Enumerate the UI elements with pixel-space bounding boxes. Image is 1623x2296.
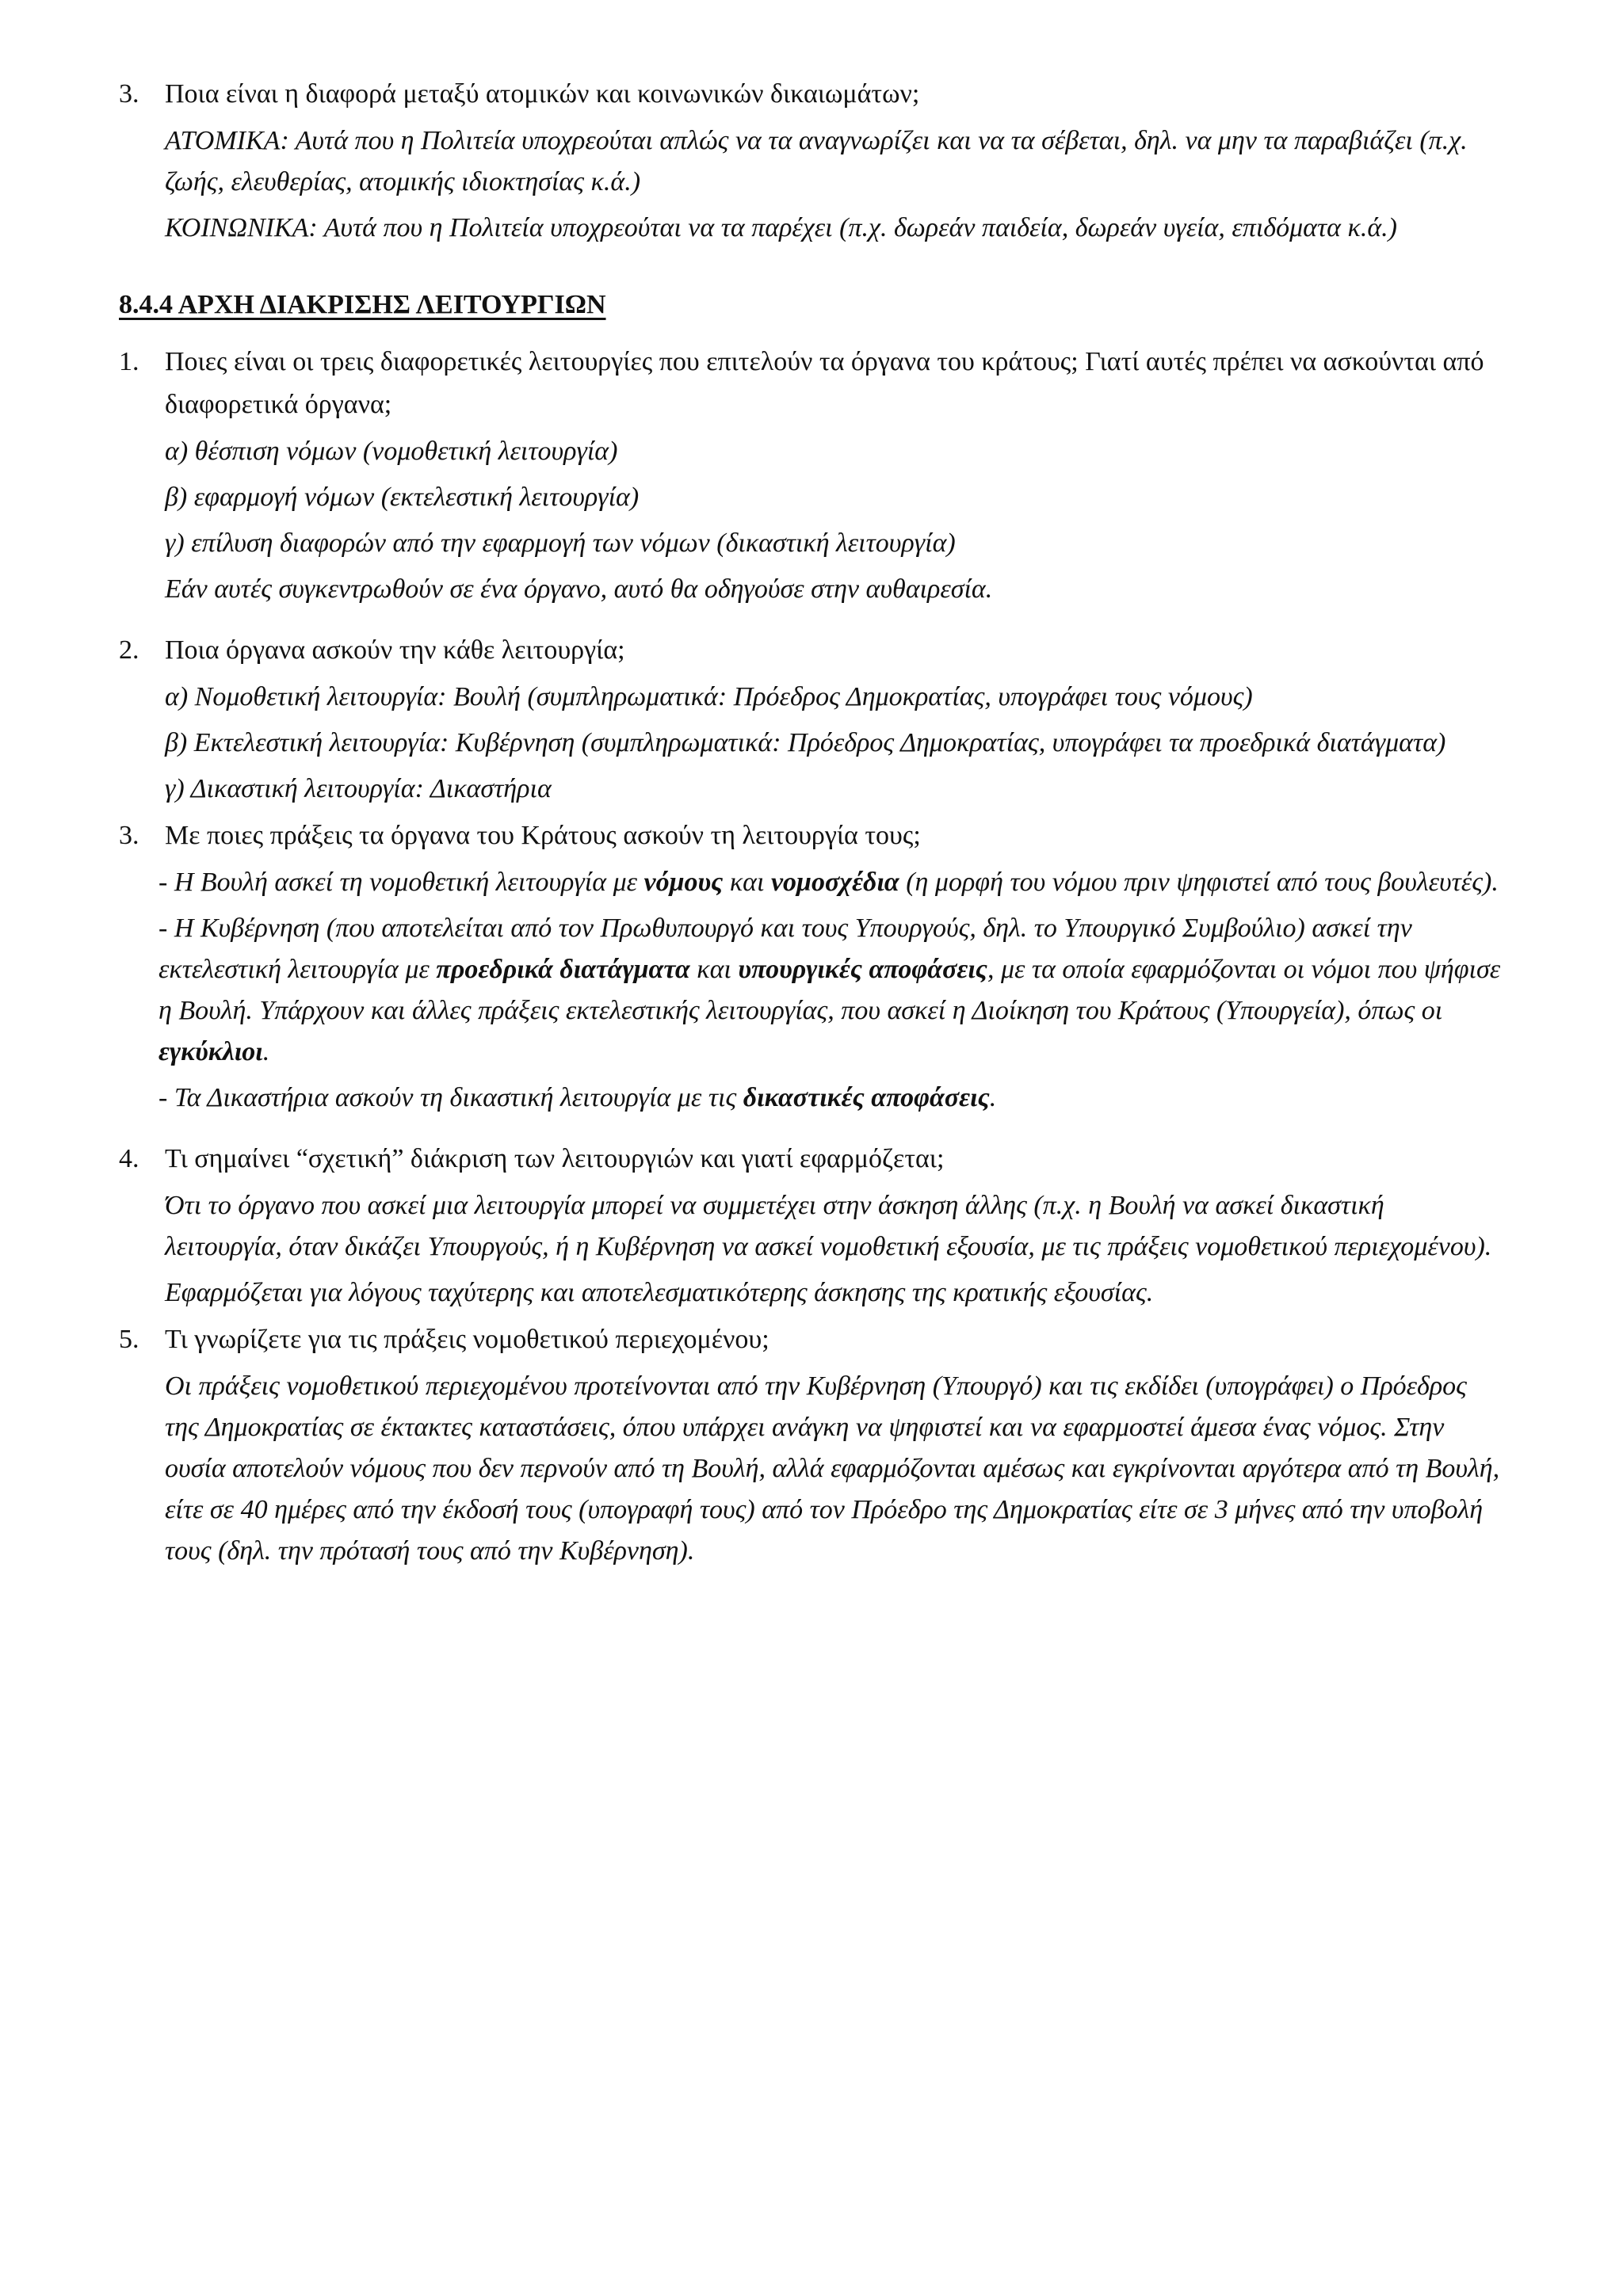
- question-item: [119, 341, 1504, 426]
- answer-paragraph: Ότι το όργανο που ασκεί μια λειτουργία μπορεί να συμμετέχει στην άσκηση άλλης (π.χ. η Βουλή να ασκεί δικαστική λειτουργία, όταν δικάζει Υπουργούς, ή η Κυβέρνηση να ασκεί νομοθετική εξουσία, με τις πράξεις νομοθετικού περιεχομένου).: [165, 1191, 1492, 1261]
- answer-line: γ) Δικαστική λειτουργία: Δικαστήρια: [165, 774, 552, 803]
- answer-text: - Τα Δικαστήρια ασκούν τη δικαστική λειτουργία με τις: [158, 1083, 743, 1112]
- bold-term: εγκύκλιοι: [158, 1037, 263, 1066]
- answer-paragraph: ΚΟΙΝΩΝΙΚΑ: Αυτά που η Πολιτεία υποχρεούται να τα παρέχει (π.χ. δωρεάν παιδεία, δωρεάν υγεία, επιδόματα κ.ά.): [165, 213, 1397, 242]
- answer-text: .: [262, 1037, 270, 1066]
- question-number: 3.: [119, 821, 139, 850]
- question-text: Με ποιες πράξεις τα όργανα του Κράτους ασκούν τη λειτουργία τους;: [165, 821, 921, 850]
- answer-text: (η μορφή του νόμου πριν ψηφιστεί από τους βουλευτές).: [899, 868, 1499, 897]
- question-item: [119, 629, 1504, 672]
- section-heading: 8.4.4 ΑΡΧΗ ΔΙΑΚΡΙΣΗΣ ΛΕΙΤΟΥΡΓΙΩΝ: [119, 290, 606, 319]
- answer-line: α) θέσπιση νόμων (νομοθετική λειτουργία): [165, 437, 618, 466]
- question-number: 1.: [119, 347, 139, 376]
- answer-paragraph: [158, 862, 1504, 903]
- answer-paragraph: [158, 1077, 1504, 1119]
- question-number: 5.: [119, 1325, 139, 1354]
- answer-paragraph: [158, 908, 1504, 1073]
- answer-line: γ) επίλυση διαφορών από την εφαρμογή των νόμων (δικαστική λειτουργία): [165, 528, 956, 558]
- answer-text: , με τα οποία εφαρμόζονται οι νόμοι που ψήφισε η Βουλή. Υπάρχουν και άλλες πράξεις εκτελεστικής λειτουργίας, που ασκεί η Διοίκηση του Κράτους (Υπουργεία), όπως οι: [158, 955, 1501, 1025]
- question-number: 3.: [119, 79, 139, 109]
- bold-term: υπουργικές αποφάσεις: [738, 955, 987, 984]
- bold-term: νόμους: [643, 868, 724, 897]
- question-text: Ποια όργανα ασκούν την κάθε λειτουργία;: [165, 635, 625, 665]
- answer-line: Εάν αυτές συγκεντρωθούν σε ένα όργανο, αυτό θα οδηγούσε στην αυθαιρεσία.: [165, 574, 993, 604]
- answer-line: α) Νομοθετική λειτουργία: Βουλή (συμπληρωματικά: Πρόεδρος Δημοκρατίας, υπογράφει τους νόμους): [165, 682, 1253, 711]
- answer-paragraph: ΑΤΟΜΙΚΑ: Αυτά που η Πολιτεία υποχρεούται απλώς να τα αναγνωρίζει και να τα σέβεται, δηλ. να μην τα παραβιάζει (π.χ. ζωής, ελευθερίας, ατομικής ιδιοκτησίας κ.ά.): [165, 126, 1468, 196]
- answer-text: και: [723, 868, 771, 897]
- answer-text: και: [689, 955, 739, 984]
- answer-paragraph: Οι πράξεις νομοθετικού περιεχομένου προτείνονται από την Κυβέρνηση (Υπουργό) και τις εκδίδει (υπογράφει) ο Πρόεδρος της Δημοκρατίας σε έκτακτες καταστάσεις, όπου υπάρχει ανάγκη να ψηφιστεί και να εφαρμοστεί άμεσα ένας νόμος. Στην ουσία αποτελούν νόμους που δεν περνούν από τη Βουλή, αλλά εφαρμόζονται αμέσως και εγκρίνονται αργότερα από τη Βουλή, είτε σε 40 ημέρες από την έκδοσή τους (υπογραφή τους) από τον Πρόεδρο της Δημοκρατίας είτε σε 3 μήνες από την υποβολή τους (δηλ. την πρότασή τους από την Κυβέρνηση).: [165, 1371, 1500, 1566]
- question-text: Τι σημαίνει “σχετική” διάκριση των λειτουργιών και γιατί εφαρμόζεται;: [165, 1144, 945, 1173]
- question-item: [119, 73, 1504, 116]
- question-item: [119, 1318, 1504, 1361]
- bold-term: νομοσχέδια: [770, 868, 899, 897]
- question-text: Ποια είναι η διαφορά μεταξύ ατομικών και κοινωνικών δικαιωμάτων;: [165, 79, 920, 109]
- answer-text: - Η Βουλή ασκεί τη νομοθετική λειτουργία με: [158, 868, 644, 897]
- bold-term: προεδρικά διατάγματα: [436, 955, 690, 984]
- question-item: [119, 1138, 1504, 1180]
- question-number: 4.: [119, 1144, 139, 1173]
- question-text: Τι γνωρίζετε για τις πράξεις νομοθετικού περιεχομένου;: [165, 1325, 769, 1354]
- answer-line: β) εφαρμογή νόμων (εκτελεστική λειτουργία): [165, 482, 640, 512]
- answer-line: β) Εκτελεστική λειτουργία: Κυβέρνηση (συμπληρωματικά: Πρόεδρος Δημοκρατίας, υπογράφει τα προεδρικά διατάγματα): [165, 728, 1446, 757]
- question-number: 2.: [119, 635, 139, 665]
- question-item: [119, 814, 1504, 857]
- answer-paragraph: Εφαρμόζεται για λόγους ταχύτερης και αποτελεσματικότερης άσκησης της κρατικής εξουσίας.: [165, 1278, 1154, 1307]
- answer-text: .: [989, 1083, 997, 1112]
- answer-text: - Η Κυβέρνηση (που αποτελείται από τον Πρωθυπουργό και τους Υπουργούς, δηλ. το Υπουργικό Συμβούλιο) ασκεί την εκτελεστική λειτουργία με: [158, 913, 1412, 984]
- bold-term: δικαστικές αποφάσεις: [743, 1083, 990, 1112]
- question-text: Ποιες είναι οι τρεις διαφορετικές λειτουργίες που επιτελούν τα όργανα του κράτους; Γιατί αυτές πρέπει να ασκούνται από διαφορετικά όργανα;: [165, 347, 1484, 419]
